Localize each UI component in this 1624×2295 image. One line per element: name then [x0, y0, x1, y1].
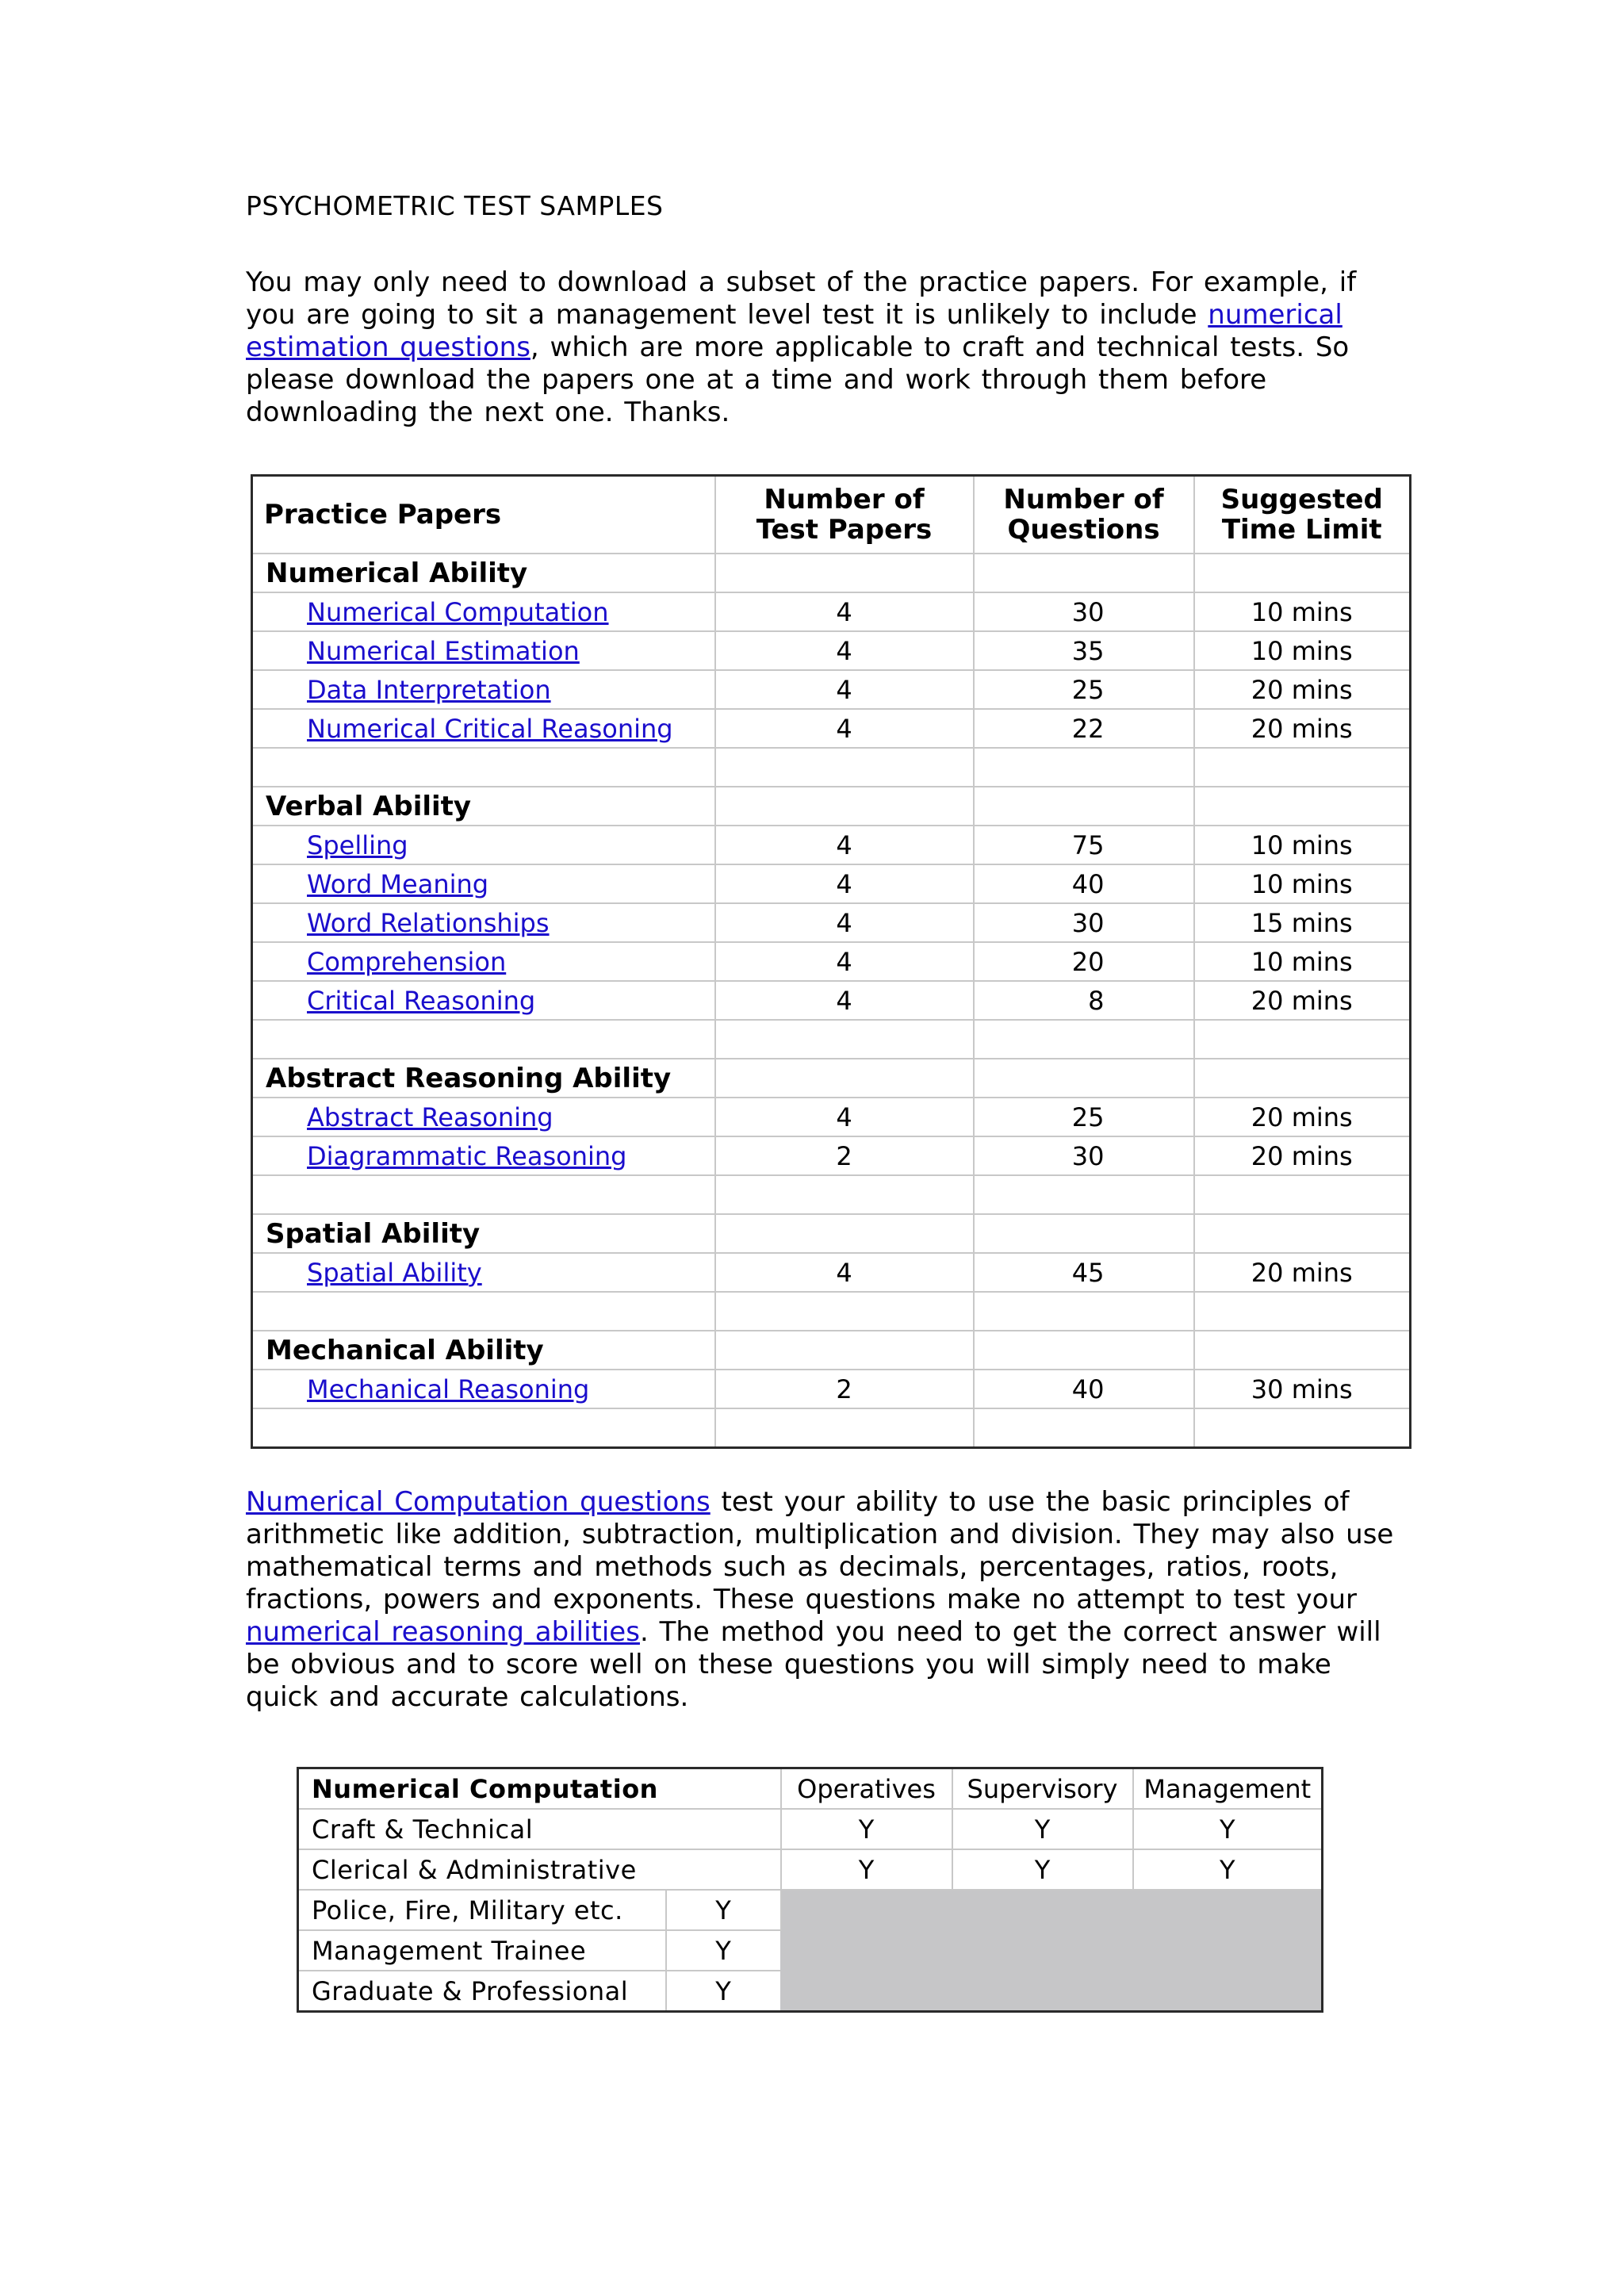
- papers-count: 4: [715, 864, 974, 903]
- practice-papers-table: [251, 474, 1411, 1449]
- nc-table-title: Numerical Computation: [298, 1768, 781, 1810]
- word-relationships-link[interactable]: Word Relationships: [307, 907, 550, 938]
- time-limit: 10 mins: [1194, 864, 1411, 903]
- papers-count: 4: [715, 1253, 974, 1292]
- operatives-value: Y: [781, 1809, 952, 1849]
- time-limit: 20 mins: [1194, 1098, 1411, 1136]
- table-row: [252, 826, 1411, 864]
- section-row: [252, 787, 1411, 826]
- section-spatial-ability: Spatial Ability: [252, 1214, 715, 1253]
- section-row: [252, 1214, 1411, 1253]
- papers-count: 4: [715, 903, 974, 942]
- questions-count: 45: [974, 1253, 1194, 1292]
- time-limit: 20 mins: [1194, 1253, 1411, 1292]
- diagrammatic-reasoning-link[interactable]: Diagrammatic Reasoning: [307, 1140, 627, 1171]
- time-limit: 10 mins: [1194, 631, 1411, 670]
- table-row: [252, 709, 1411, 748]
- table-header-row: [252, 476, 1411, 554]
- time-limit: 10 mins: [1194, 826, 1411, 864]
- header-practice-papers: Practice Papers: [252, 476, 715, 554]
- papers-count: 4: [715, 592, 974, 631]
- numerical-estimation-link[interactable]: Numerical Estimation: [307, 635, 580, 666]
- comprehension-link[interactable]: Comprehension: [307, 946, 507, 977]
- header-suggested-time-limit: Suggested Time Limit: [1194, 476, 1411, 554]
- row-value: Y: [666, 1890, 781, 1930]
- row-value: Y: [666, 1971, 781, 2012]
- papers-count: 4: [715, 942, 974, 981]
- operatives-value: Y: [781, 1849, 952, 1890]
- papers-count: 4: [715, 826, 974, 864]
- time-limit: 15 mins: [1194, 903, 1411, 942]
- section-row: [252, 1331, 1411, 1370]
- spacer-row: [252, 1020, 1411, 1059]
- spacer-row: [252, 1175, 1411, 1214]
- questions-count: 25: [974, 1098, 1194, 1136]
- table-row: [252, 1370, 1411, 1408]
- spatial-ability-link[interactable]: Spatial Ability: [307, 1257, 482, 1288]
- papers-count: 2: [715, 1370, 974, 1408]
- questions-count: 75: [974, 826, 1194, 864]
- questions-count: 30: [974, 903, 1194, 942]
- section-numerical-ability: Numerical Ability: [252, 554, 715, 592]
- table-row: [252, 864, 1411, 903]
- time-limit: 20 mins: [1194, 670, 1411, 709]
- time-limit: 20 mins: [1194, 709, 1411, 748]
- questions-count: 35: [974, 631, 1194, 670]
- intro-paragraph: [246, 266, 1396, 429]
- spacer-row: [252, 1292, 1411, 1331]
- spacer-row: [252, 1408, 1411, 1448]
- time-limit: 20 mins: [1194, 981, 1411, 1020]
- intro-text-2: , which are more applicable to craft and technical tests. So please download the papers one at a time and work through them before downloading the next one. Thanks.: [246, 331, 1350, 428]
- numerical-estimation-questions-link[interactable]: numerical estimation questions: [246, 299, 1342, 363]
- numerical-computation-link[interactable]: Numerical Computation: [307, 596, 609, 627]
- spacer-row: [252, 748, 1411, 787]
- papers-count: 4: [715, 709, 974, 748]
- section-abstract-reasoning-ability: Abstract Reasoning Ability: [252, 1059, 715, 1098]
- papers-count: 4: [715, 631, 974, 670]
- questions-count: 30: [974, 592, 1194, 631]
- body-text-2: . The method you need to get the correct answer will be obvious and to score well on these questions you will simply need to make quick and accurate calculations.: [246, 1616, 1381, 1713]
- col-supervisory: Supervisory: [952, 1768, 1133, 1810]
- table-row: [252, 942, 1411, 981]
- data-interpretation-link[interactable]: Data Interpretation: [307, 674, 551, 705]
- table-row: [252, 1136, 1411, 1175]
- row-label: Management Trainee: [298, 1930, 666, 1971]
- abstract-reasoning-link[interactable]: Abstract Reasoning: [307, 1102, 553, 1132]
- supervisory-value: Y: [952, 1809, 1133, 1849]
- questions-count: 40: [974, 1370, 1194, 1408]
- body-text-1: test your ability to use the basic principles of arithmetic like addition, subtraction, multiplication and division. They may also use mathematical terms and methods such as decimals, percentages, ratios, roots, fractions, powers and exponents. These questions make no attempt to test your: [246, 1486, 1394, 1615]
- table-row: [252, 670, 1411, 709]
- section-verbal-ability: Verbal Ability: [252, 787, 715, 826]
- critical-reasoning-link[interactable]: Critical Reasoning: [307, 985, 536, 1016]
- table-row: [298, 1809, 1323, 1849]
- papers-count: 4: [715, 1098, 974, 1136]
- questions-count: 25: [974, 670, 1194, 709]
- col-operatives: Operatives: [781, 1768, 952, 1810]
- supervisory-value: Y: [952, 1849, 1133, 1890]
- numerical-computation-questions-link[interactable]: Numerical Computation questions: [246, 1486, 710, 1518]
- management-value: Y: [1133, 1849, 1323, 1890]
- table-row: [252, 903, 1411, 942]
- section-mechanical-ability: Mechanical Ability: [252, 1331, 715, 1370]
- papers-count: 4: [715, 981, 974, 1020]
- spelling-link[interactable]: Spelling: [307, 829, 408, 860]
- numerical-critical-reasoning-link[interactable]: Numerical Critical Reasoning: [307, 713, 673, 744]
- table-row: [252, 981, 1411, 1020]
- questions-count: 30: [974, 1136, 1194, 1175]
- header-number-of-questions: Number of Questions: [974, 476, 1194, 554]
- questions-count: 20: [974, 942, 1194, 981]
- papers-count: 2: [715, 1136, 974, 1175]
- section-row: [252, 554, 1411, 592]
- table-row: [298, 1849, 1323, 1890]
- table-row: [252, 631, 1411, 670]
- intro-text-1: You may only need to download a subset of the practice papers. For example, if you are going to sit a management level test it is unlikely to include: [246, 266, 1357, 331]
- row-label: Graduate & Professional: [298, 1971, 666, 2012]
- table-row: [252, 1253, 1411, 1292]
- time-limit: 30 mins: [1194, 1370, 1411, 1408]
- table-row: [298, 1890, 1323, 1930]
- questions-count: 8: [974, 981, 1194, 1020]
- header-number-of-test-papers: Number of Test Papers: [715, 476, 974, 554]
- mechanical-reasoning-link[interactable]: Mechanical Reasoning: [307, 1374, 590, 1404]
- nc-header-row: [298, 1768, 1323, 1810]
- table-row: [252, 1098, 1411, 1136]
- col-management: Management: [1133, 1768, 1323, 1810]
- row-label: Police, Fire, Military etc.: [298, 1890, 666, 1930]
- section-row: [252, 1059, 1411, 1098]
- row-label: Craft & Technical: [298, 1809, 781, 1849]
- grey-filler: [781, 1890, 1323, 2012]
- time-limit: 20 mins: [1194, 1136, 1411, 1175]
- time-limit: 10 mins: [1194, 942, 1411, 981]
- table-row: [252, 592, 1411, 631]
- word-meaning-link[interactable]: Word Meaning: [307, 868, 489, 899]
- row-label: Clerical & Administrative: [298, 1849, 781, 1890]
- management-value: Y: [1133, 1809, 1323, 1849]
- questions-count: 22: [974, 709, 1194, 748]
- page-title: PSYCHOMETRIC TEST SAMPLES: [246, 190, 664, 221]
- time-limit: 10 mins: [1194, 592, 1411, 631]
- row-value: Y: [666, 1930, 781, 1971]
- questions-count: 40: [974, 864, 1194, 903]
- computation-paragraph: [246, 1486, 1404, 1714]
- papers-count: 4: [715, 670, 974, 709]
- numerical-reasoning-abilities-link[interactable]: numerical reasoning abilities: [246, 1616, 640, 1648]
- numerical-computation-suitability-table: [297, 1767, 1323, 2013]
